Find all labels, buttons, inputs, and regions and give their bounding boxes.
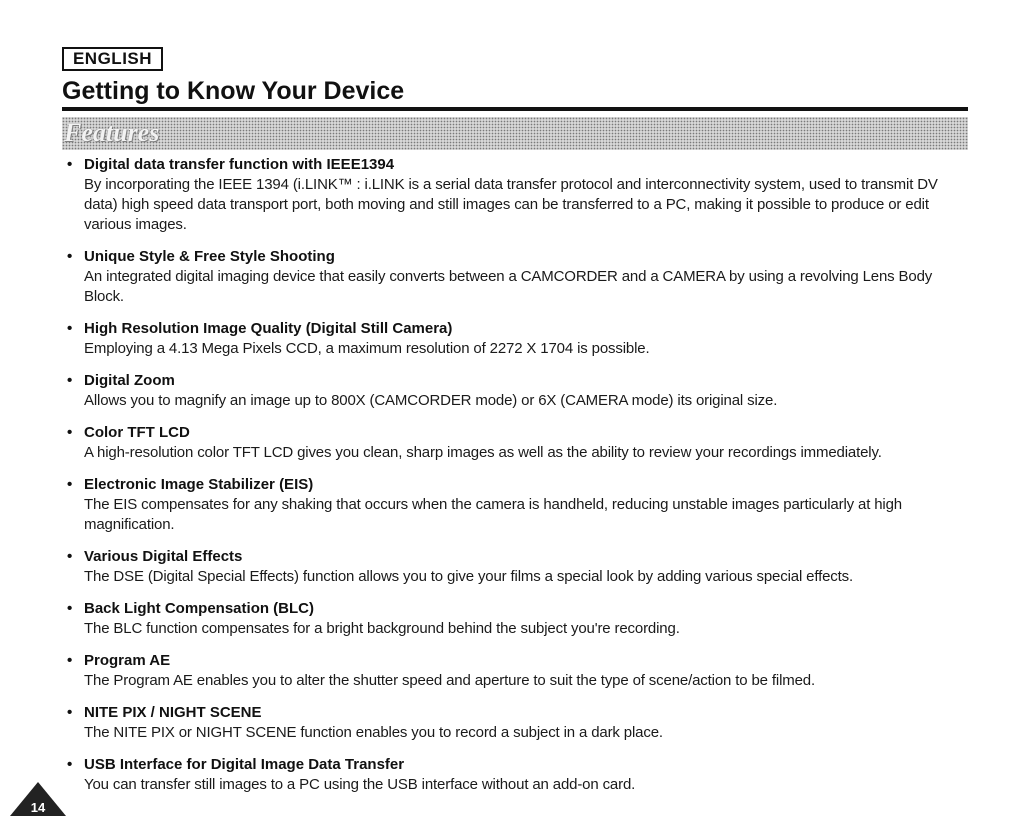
feature-item-digital-effects bbox=[62, 547, 968, 587]
bullet-icon: • bbox=[67, 476, 73, 493]
bullet-icon: • bbox=[67, 600, 73, 617]
feature-title: High Resolution Image Quality (Digital Still Camera) bbox=[84, 320, 453, 337]
feature-item-digital-zoom bbox=[62, 371, 968, 411]
feature-item-ieee1394 bbox=[62, 155, 968, 235]
bullet-icon: • bbox=[67, 548, 73, 565]
feature-title: Electronic Image Stabilizer (EIS) bbox=[84, 476, 314, 493]
feature-item-nite-pix bbox=[62, 703, 968, 743]
feature-description: The EIS compensates for any shaking that occurs when the camera is handheld, reducing unstable images particularly at high magnification. bbox=[84, 496, 903, 533]
feature-item-high-resolution bbox=[62, 319, 968, 359]
page-title: Getting to Know Your Device bbox=[62, 77, 405, 105]
title-divider bbox=[62, 107, 968, 111]
bullet-icon: • bbox=[67, 248, 73, 265]
feature-description: A high-resolution color TFT LCD gives you clean, sharp images as well as the ability to review your recordings immediately. bbox=[84, 444, 882, 461]
language-label-text: ENGLISH bbox=[72, 49, 153, 68]
feature-item-program-ae bbox=[62, 651, 968, 691]
feature-description: By incorporating the IEEE 1394 (i.LINK™ : i.LINK is a serial data transfer protocol and interconnectivity system, used to transmit DV data) high speed data transport port, both moving and still images can be transferred to a PC, making it possible to produce or edit various images. bbox=[84, 176, 938, 233]
feature-title: NITE PIX / NIGHT SCENE bbox=[84, 704, 262, 721]
feature-description: The Program AE enables you to alter the shutter speed and aperture to suit the type of scene/action to be filmed. bbox=[84, 672, 815, 689]
feature-description: Allows you to magnify an image up to 800X (CAMCORDER mode) or 6X (CAMERA mode) its original size. bbox=[84, 392, 778, 409]
feature-description: The DSE (Digital Special Effects) function allows you to give your films a special look by adding various special effects. bbox=[84, 568, 854, 585]
page-number: 14 bbox=[30, 800, 46, 815]
feature-title: Unique Style & Free Style Shooting bbox=[84, 248, 335, 265]
bullet-icon: • bbox=[67, 756, 73, 773]
feature-description: Employing a 4.13 Mega Pixels CCD, a maximum resolution of 2272 X 1704 is possible. bbox=[84, 340, 650, 357]
feature-title: Various Digital Effects bbox=[84, 548, 243, 565]
feature-description: The NITE PIX or NIGHT SCENE function enables you to record a subject in a dark place. bbox=[84, 724, 663, 741]
feature-description: An integrated digital imaging device that easily converts between a CAMCORDER and a CAMERA by using a revolving Lens Body Block. bbox=[84, 268, 933, 305]
feature-item-usb bbox=[62, 755, 968, 795]
feature-title: Program AE bbox=[84, 652, 171, 669]
feature-list bbox=[62, 155, 968, 807]
language-label bbox=[62, 47, 163, 71]
feature-item-free-style bbox=[62, 247, 968, 307]
feature-description: The BLC function compensates for a bright background behind the subject you're recording. bbox=[84, 620, 680, 637]
section-banner bbox=[62, 117, 968, 150]
section-banner-label: Features bbox=[64, 118, 160, 147]
feature-item-color-tft-lcd bbox=[62, 423, 968, 463]
bullet-icon: • bbox=[67, 704, 73, 721]
bullet-icon: • bbox=[67, 652, 73, 669]
feature-item-blc bbox=[62, 599, 968, 639]
bullet-icon: • bbox=[67, 320, 73, 337]
feature-title: Color TFT LCD bbox=[84, 424, 190, 441]
bullet-icon: • bbox=[67, 372, 73, 389]
bullet-icon: • bbox=[67, 156, 73, 173]
feature-title: Back Light Compensation (BLC) bbox=[84, 600, 315, 617]
feature-title: USB Interface for Digital Image Data Transfer bbox=[84, 756, 405, 773]
page-number-badge bbox=[8, 780, 68, 818]
feature-title: Digital data transfer function with IEEE1394 bbox=[84, 156, 395, 173]
feature-item-eis bbox=[62, 475, 968, 535]
bullet-icon: • bbox=[67, 424, 73, 441]
feature-description: You can transfer still images to a PC using the USB interface without an add-on card. bbox=[84, 776, 636, 793]
feature-title: Digital Zoom bbox=[84, 372, 175, 389]
